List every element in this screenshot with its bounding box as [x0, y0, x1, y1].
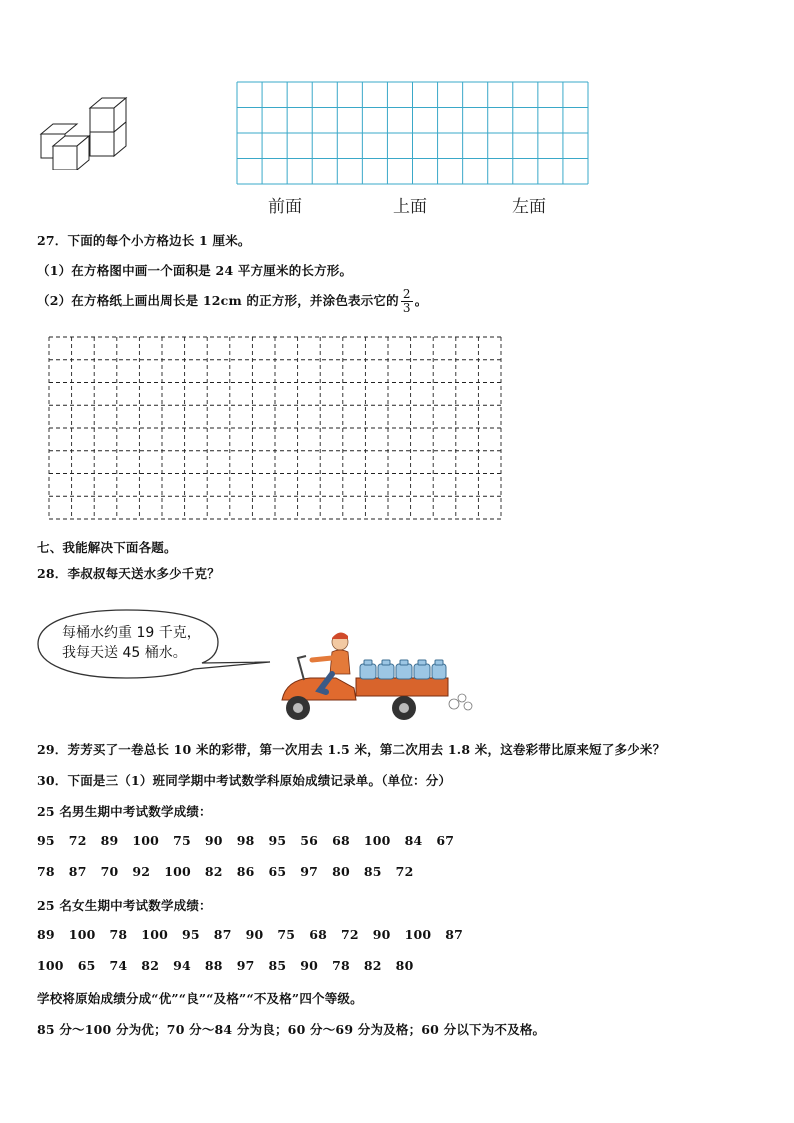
- score-value: 95: [268, 833, 287, 848]
- q29-title: 29．芳芳买了一卷总长 10 米的彩带，第一次用去 1.5 米，第二次用去 1.8 米，这卷彩带比原来短了多少米？: [37, 742, 666, 757]
- q27-title: 27．下面的每个小方格边长 1 厘米。: [37, 233, 251, 248]
- score-value: 67: [436, 833, 455, 848]
- score-value: 84: [404, 833, 423, 848]
- score-value: 88: [204, 958, 223, 973]
- score-value: 82: [204, 864, 223, 879]
- score-value: 87: [68, 864, 87, 879]
- q30-title: 30．下面是三（1）班同学期中考试数学科原始成绩记录单。（单位：分）: [37, 773, 452, 788]
- cube-stack-figure: [36, 94, 132, 170]
- view-label-front: 前面: [268, 197, 302, 217]
- score-value: 98: [236, 833, 255, 848]
- score-value: 87: [213, 927, 232, 942]
- score-value: 78: [109, 927, 128, 942]
- speech-bubble: [34, 606, 274, 680]
- score-value: 72: [68, 833, 87, 848]
- score-value: 100: [363, 833, 391, 848]
- score-value: 90: [372, 927, 391, 942]
- score-value: 97: [300, 864, 319, 879]
- fraction-numerator: 2: [402, 287, 411, 301]
- score-value: 82: [141, 958, 160, 973]
- score-value: 65: [268, 864, 287, 879]
- score-value: 92: [132, 864, 151, 879]
- score-value: 74: [109, 958, 128, 973]
- score-value: 70: [100, 864, 119, 879]
- q27-part1: （1）在方格图中画一个面积是 24 平方厘米的长方形。: [37, 263, 353, 278]
- q27-part2-end: 。: [414, 293, 428, 308]
- speech-bubble-line1: 每桶水约重 19 千克，: [62, 625, 201, 641]
- score-value: 72: [395, 864, 414, 879]
- score-value: 94: [173, 958, 191, 973]
- girls-scores-title: 25 名女生期中考试数学成绩：: [37, 898, 212, 913]
- score-value: 87: [445, 927, 464, 942]
- boys-scores-title: 25 名男生期中考试数学成绩：: [37, 804, 212, 819]
- score-value: 68: [309, 927, 327, 942]
- score-value: 100: [141, 927, 168, 942]
- q27-part2: [37, 288, 427, 315]
- view-label-left: 左面: [512, 197, 546, 217]
- score-value: 100: [404, 927, 432, 942]
- boys-scores-row-1: [37, 833, 468, 848]
- score-value: 90: [300, 958, 319, 973]
- score-value: 100: [37, 958, 64, 973]
- score-value: 97: [236, 958, 255, 973]
- score-value: 90: [245, 927, 264, 942]
- score-value: 56: [300, 833, 319, 848]
- view-label-top: 上面: [393, 197, 427, 217]
- score-value: 86: [236, 864, 255, 879]
- fraction-denominator: 3: [402, 301, 411, 315]
- girls-scores-row-2: [37, 958, 427, 973]
- score-value: 78: [332, 958, 350, 973]
- dashed-square-grid: [48, 336, 502, 520]
- score-value: 85: [363, 864, 382, 879]
- score-value: 100: [68, 927, 96, 942]
- score-value: 68: [332, 833, 350, 848]
- girls-scores-row-1: [37, 927, 477, 942]
- score-value: 90: [204, 833, 223, 848]
- score-value: 80: [332, 864, 350, 879]
- q28-title: 28．李叔叔每天送水多少千克？: [37, 566, 220, 581]
- score-value: 89: [37, 927, 55, 942]
- fraction-two-thirds: [401, 288, 413, 315]
- score-value: 85: [268, 958, 287, 973]
- score-value: 65: [77, 958, 96, 973]
- views-grid: [236, 81, 589, 185]
- score-value: 72: [340, 927, 359, 942]
- score-value: 78: [37, 864, 55, 879]
- score-value: 75: [173, 833, 191, 848]
- score-value: 100: [132, 833, 160, 848]
- speech-bubble-line2: 我每天送 45 桶水。: [62, 645, 187, 661]
- score-value: 75: [277, 927, 296, 942]
- score-value: 100: [164, 864, 191, 879]
- score-value: 89: [100, 833, 119, 848]
- grade-rules: 85 分～100 分为优；70 分～84 分为良；60 分～69 分为及格；60 分以下为不及格。: [37, 1022, 546, 1037]
- boys-scores-row-2: [37, 864, 427, 879]
- score-value: 95: [37, 833, 55, 848]
- score-value: 95: [182, 927, 200, 942]
- score-value: 80: [395, 958, 414, 973]
- grade-levels-note: 学校将原始成绩分成“优”“良”“及格”“不及格”四个等级。: [37, 991, 363, 1006]
- section7-title: 七、我能解决下面各题。: [37, 540, 177, 555]
- water-delivery-tricycle-illustration: [276, 628, 476, 724]
- score-value: 82: [363, 958, 382, 973]
- q27-part2-text: （2）在方格纸上画出周长是 12cm 的正方形，并涂色表示它的: [37, 293, 399, 308]
